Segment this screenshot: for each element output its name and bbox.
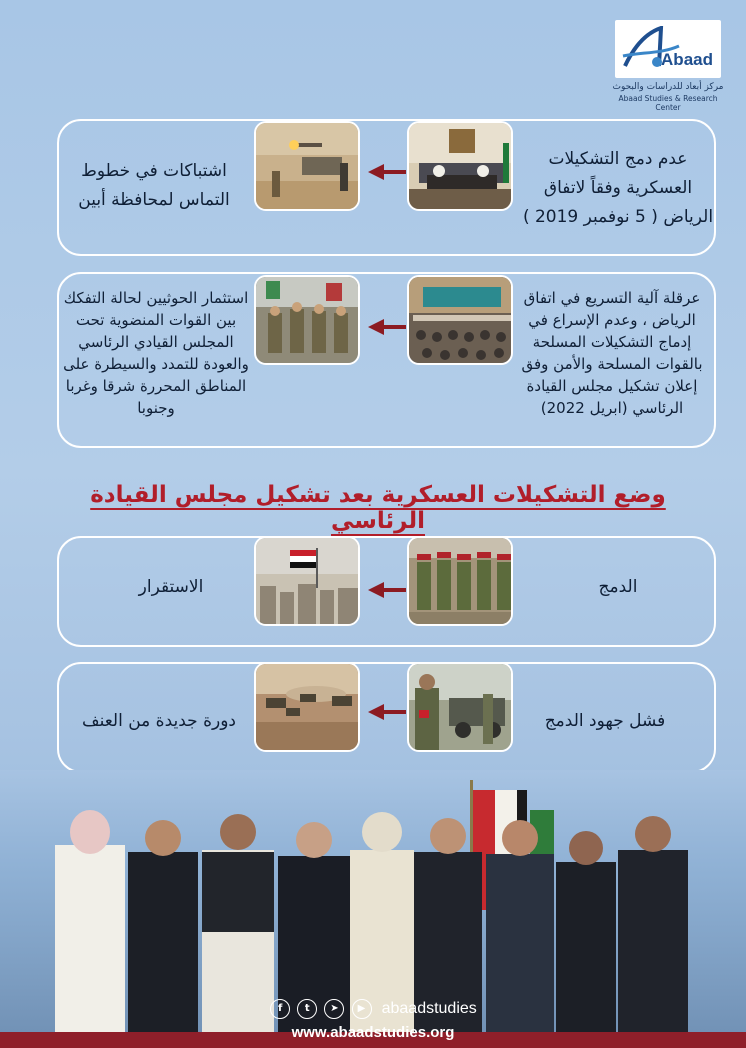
arrow-left-icon — [368, 704, 408, 720]
photo-riyadh-signing — [407, 121, 513, 211]
cause-text-2: عرقلة آلية التسريع في اتفاق الرياض ، وعدم الإسراع في إدماج التشكيلات المسلحة بالقوات المسلحة والأمن وفق إعلان تشكيل مجلس القيادة الرئاسي (ابريل 2022) — [521, 289, 703, 417]
photo-desert-convoy — [254, 662, 360, 752]
twitter-icon[interactable]: t — [297, 999, 317, 1019]
effect-text-3: الاستقرار — [138, 577, 204, 597]
photo-clashes-abyan — [254, 121, 360, 211]
youtube-icon[interactable]: ▶ — [352, 999, 372, 1019]
photo-council-session — [407, 275, 513, 365]
effect-text-4: دورة جديدة من العنف — [82, 711, 236, 731]
cause-text-4: فشل جهود الدمج — [544, 711, 666, 731]
effect-text-1: اشتباكات في خطوط التماس لمحافظة أبين — [78, 161, 230, 210]
social-handle[interactable]: abaadstudies — [381, 999, 477, 1017]
arrow-left-icon — [368, 319, 408, 335]
arrow-left-icon — [368, 582, 408, 598]
center-name-arabic: مركز أبعاد للدراسات والبحوث — [612, 82, 724, 92]
effect-text-2: استثمار الحوثيين لحالة التفكك بين القوات المنضوية تحت المجلس القيادي الرئاسي والعودة للتمدد والسيطرة على المناطق المحررة شرقا وغربا وجنوبا — [63, 289, 249, 417]
facebook-icon[interactable]: f — [270, 999, 290, 1019]
social-bar — [0, 998, 746, 1020]
section-title: وضع التشكيلات العسكرية بعد تشكيل مجلس القيادة الرئاسي — [90, 482, 666, 534]
cause-text-1: عدم دمج التشكيلات العسكرية وفقاً لاتفاق الرياض ( 5 نوفمبر 2019 ) — [522, 149, 714, 227]
telegram-icon[interactable]: ➤ — [324, 999, 344, 1019]
abaad-logo — [612, 20, 724, 112]
photo-armed-soldier — [407, 662, 513, 752]
photo-houthi-fighters — [254, 275, 360, 365]
logo-word: Abaad — [661, 50, 713, 69]
photo-yemen-flag-city — [254, 536, 360, 626]
center-name-english: Abaad Studies & Research Center — [618, 94, 718, 112]
cause-text-3: الدمج — [598, 577, 638, 597]
website-link[interactable]: www.abaadstudies.org — [291, 1024, 455, 1041]
arrow-left-icon — [368, 164, 408, 180]
logo-mark — [615, 20, 721, 78]
photo-soldiers-parade — [407, 536, 513, 626]
